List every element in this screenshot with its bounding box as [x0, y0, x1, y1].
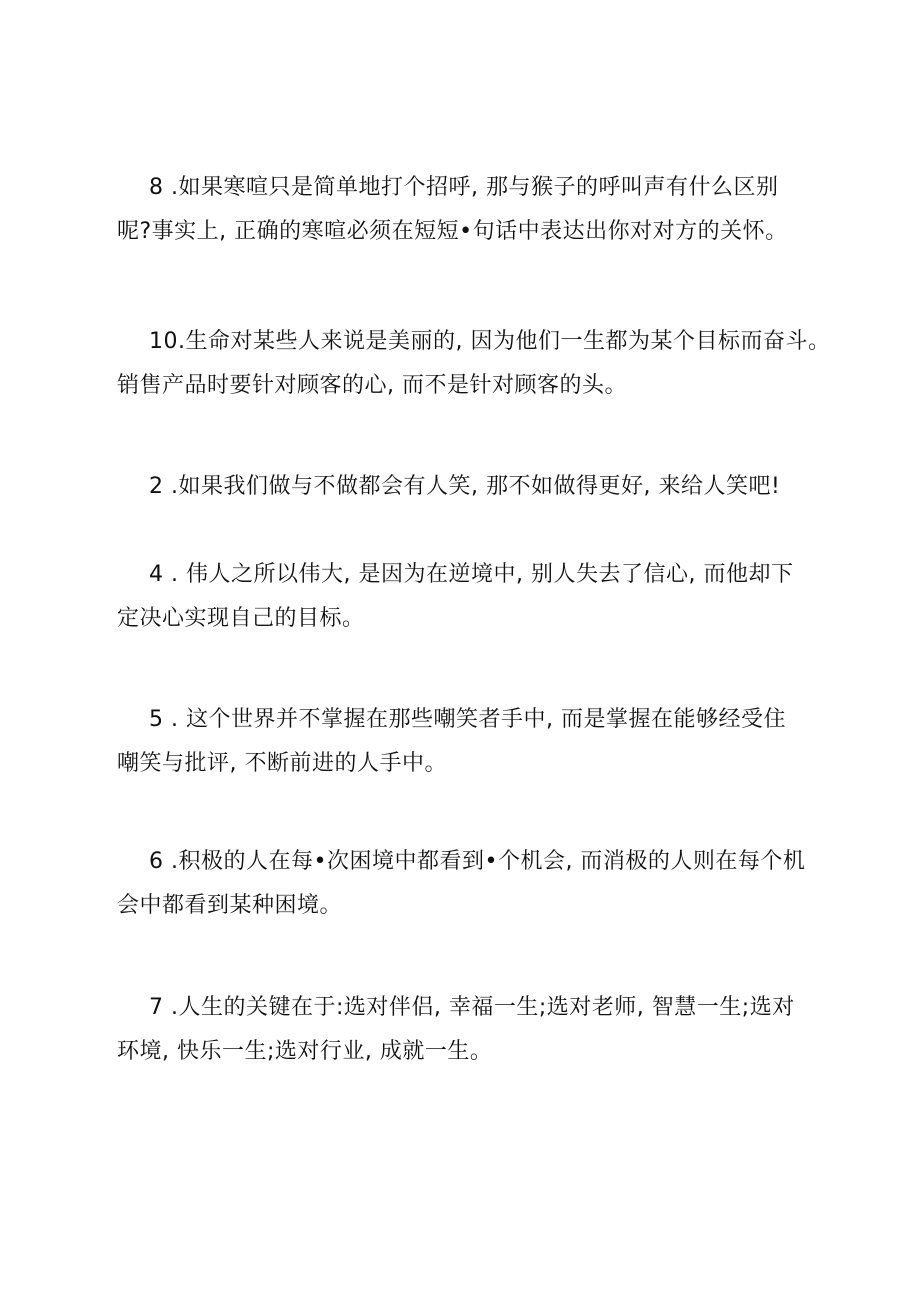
paragraph-number: 6 [149, 849, 164, 874]
paragraph-line-1 [149, 465, 780, 509]
paragraph-line-2: 呢?事实上, 正确的寒喧必须在短短•句话中表达出你对对方的关怀。 [117, 219, 788, 244]
paragraph-line-1 [149, 840, 805, 884]
paragraph-number: 8 [149, 175, 164, 200]
paragraph-line-1 [149, 986, 795, 1030]
paragraph-text: . 伟人之所以伟大, 是因为在逆境中, 别人失去了信心, 而他却下 [163, 562, 794, 587]
paragraph-line-2: 定决心实现自己的目标。 [117, 606, 365, 631]
paragraph-line-1 [149, 698, 786, 742]
paragraph-text: .如果我们做与不做都会有人笑, 那不如做得更好, 来给人笑吧! [163, 474, 781, 499]
paragraph-line-2: 会中都看到某种困境。 [117, 893, 343, 918]
paragraph-number: 2 [149, 474, 164, 499]
paragraph-line-2: 嘲笑与批评, 不断前进的人手中。 [117, 751, 447, 776]
paragraph-text: .人生的关键在于:选对伴侣, 幸福一生;选对老师, 智慧一生;选对 [163, 995, 795, 1020]
paragraph-number: 5 [149, 707, 164, 732]
paragraph-text: .如果寒喧只是简单地打个招呼, 那与猴子的呼叫声有什么区别 [163, 175, 779, 200]
paragraph-text: 生命对某些人来说是美丽的, 因为他们一生都为某个目标而奋斗。 [185, 329, 831, 354]
paragraph-line-2: 环境, 快乐一生;选对行业, 成就一生。 [117, 1039, 493, 1064]
paragraph-number: 4 [149, 562, 164, 587]
paragraph-line-2: 销售产品时要针对顾客的心, 而不是针对顾客的头。 [117, 373, 627, 398]
paragraph-line-1 [149, 553, 793, 597]
paragraph-number: 10. [149, 329, 186, 354]
paragraph-line-1 [149, 166, 778, 210]
paragraph-text: .积极的人在每•次困境中都看到•个机会, 而消极的人则在每个机 [163, 849, 806, 874]
paragraph-text: . 这个世界并不掌握在那些嘲笑者手中, 而是掌握在能够经受住 [163, 707, 786, 732]
paragraph-number: 7 [149, 995, 164, 1020]
paragraph-line-1 [149, 320, 831, 364]
